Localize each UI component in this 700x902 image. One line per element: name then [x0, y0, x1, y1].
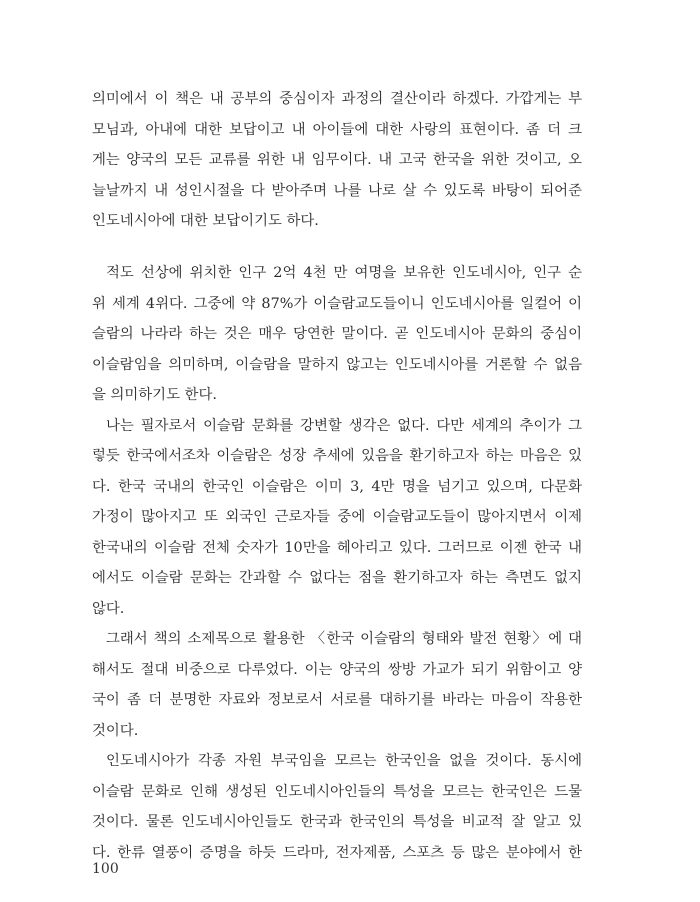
text-line: 그래서 책의 소제목으로 활용한 〈한국 이슬람의 형태와 발전 현황〉에 대 [106, 631, 582, 647]
body-paragraphs [92, 258, 582, 868]
text-line: 에서도 이슬람 문화는 간과할 수 없다는 점을 환기하고자 하는 측면도 없지 [92, 570, 582, 586]
text-line: 않다. [92, 600, 125, 617]
text-line: 이슬람임을 의미하며, 이슬람을 말하지 않고는 인도네시아를 거론할 수 없음 [92, 356, 582, 373]
text-line: 모님과, 아내에 대한 보답이고 내 아이들에 대한 사랑의 표현이다. 좀 더 크 [92, 121, 582, 138]
text-line: 을 의미하기도 한다. [92, 387, 217, 403]
text-line: 이슬람 문화로 인해 생성된 인도네시아인들의 특성을 모르는 한국인은 드물 [92, 783, 582, 800]
page-number: 100 [92, 861, 119, 877]
text-line: 게는 양국의 모든 교류를 위한 내 임무이다. 내 고국 한국을 위한 것이고, 오 [92, 152, 582, 168]
text-line: 적도 선상에 위치한 인구 2억 4천 만 여명을 보유한 인도네시아, 인구 순 [106, 265, 582, 281]
text-line: 국이 좀 더 분명한 자료와 정보로서 서로를 대하기를 바라는 마음이 작용한 [92, 692, 582, 708]
text-line: 가정이 많아지고 또 외국인 근로자들 중에 이슬람교도들이 많아지면서 이제 [92, 509, 582, 525]
text-line: 늘날까지 내 성인시절을 다 받아주며 나를 나로 살 수 있도록 바탕이 되어준 [92, 182, 582, 199]
text-line: 의미에서 이 책은 내 공부의 중심이자 과정의 결산이라 하겠다. 가깝게는 부 [92, 91, 582, 107]
text-line: 것이다. [92, 722, 139, 739]
text-line: 인도네시아에 대한 보답이기도 하다. [92, 213, 319, 229]
text-line: 위 세계 4위다. 그중에 약 87%가 이슬람교도들이니 인도네시아를 일컬어 이 [92, 295, 582, 312]
text-line: 해서도 절대 비중으로 다루었다. 이는 양국의 쌍방 가교가 되기 위함이고 양 [92, 661, 582, 678]
paragraph-intro [92, 84, 582, 237]
text-line: 렇듯 한국에서조차 이슬람은 성장 추세에 있음을 환기하고자 하는 마음은 있 [92, 448, 582, 464]
text-line: 슬람의 나라라 하는 것은 매우 당연한 말이다. 곧 인도네시아 문화의 중심이 [92, 326, 582, 342]
text-line: 나는 필자로서 이슬람 문화를 강변할 생각은 없다. 다만 세계의 추이가 그 [106, 417, 582, 434]
text-line: 인도네시아가 각종 자원 부국임을 모르는 한국인을 없을 것이다. 동시에 [106, 753, 582, 769]
text-line: 다. 한류 열풍이 증명을 하듯 드라마, 전자제품, 스포츠 등 많은 분야에서 한 [92, 844, 582, 861]
text-line: 한국내의 이슬람 전체 숫자가 10만을 헤아리고 있다. 그러므로 이젠 한국 내 [92, 539, 582, 556]
text-line: 다. 한국 국내의 한국인 이슬람은 이미 3, 4만 명을 넘기고 있으며, 다문화 [92, 478, 582, 495]
text-line: 것이다. 물론 인도네시아인들도 한국과 한국인의 특성을 비교적 잘 알고 있 [92, 814, 582, 830]
